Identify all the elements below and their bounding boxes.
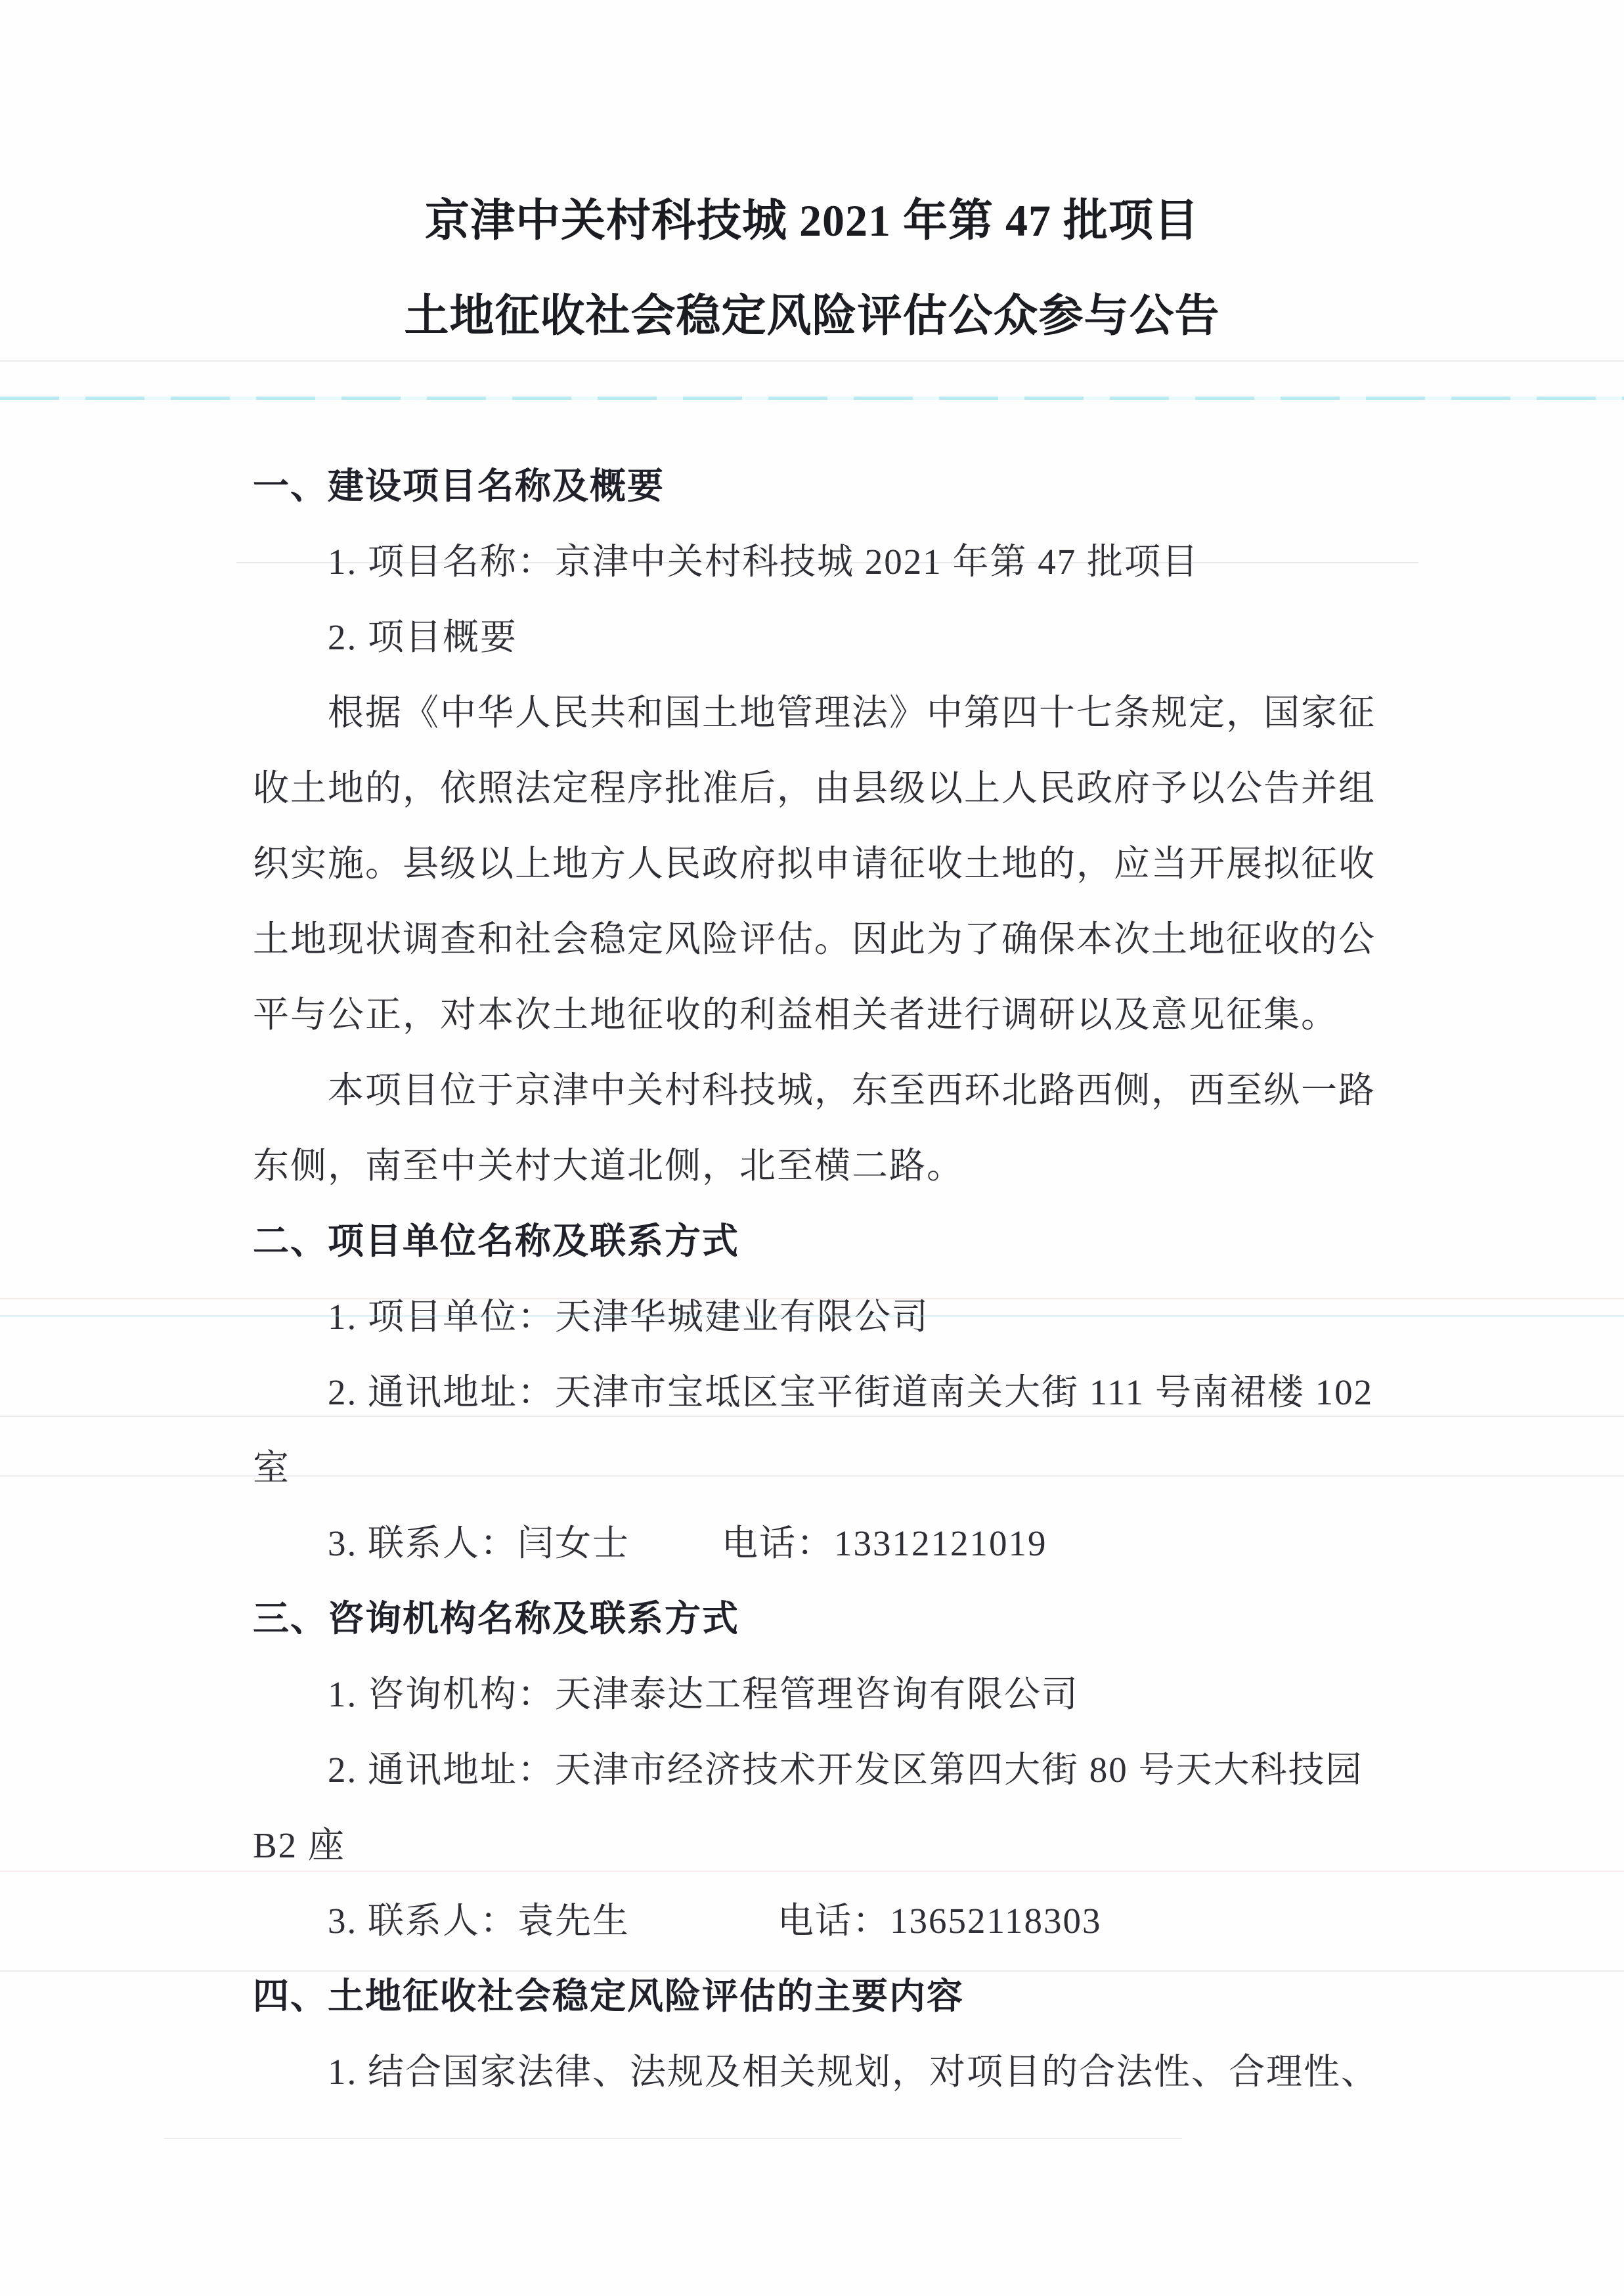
paragraph-location-line: 本项目位于京津中关村科技城，东至西环北路西侧，西至纵一路	[328, 1070, 1376, 1110]
document-title	[0, 173, 1624, 364]
paragraph-legal-basis-line: 根据《中华人民共和国土地管理法》中第四十七条规定，国家征	[328, 693, 1376, 733]
item-project-summary: 2. 项目概要	[328, 617, 518, 657]
consultant-contact-name: 3. 联系人：袁先生	[328, 1901, 630, 1941]
scan-artifact-line	[164, 2138, 1182, 2139]
item-consultant-address-cont: B2 座	[253, 1825, 345, 1865]
scan-artifact-line	[0, 397, 1624, 400]
consultant-contact-phone: 电话：13652118303	[778, 1901, 1102, 1941]
item-owner-company: 1. 项目单位：天津华城建业有限公司	[328, 1297, 930, 1337]
document-body	[253, 448, 1399, 2110]
item-project-name: 1. 项目名称：京津中关村科技城 2021 年第 47 批项目	[328, 542, 1200, 582]
item-consultant-address: 2. 通讯地址：天津市经济技术开发区第四大街 80 号天大科技园	[328, 1750, 1363, 1790]
paragraph-legal-basis-line: 织实施。县级以上地方人民政府拟申请征收土地的，应当开展拟征收	[253, 844, 1376, 884]
paragraph-location-line: 东侧，南至中关村大道北侧，北至横二路。	[253, 1146, 965, 1186]
heading-section-4: 四、土地征收社会稳定风险评估的主要内容	[253, 1976, 965, 2016]
item-owner-contact	[253, 1505, 1399, 1581]
heading-section-2: 二、项目单位名称及联系方式	[253, 1221, 740, 1261]
owner-contact-phone: 电话：13312121019	[722, 1523, 1047, 1563]
document-title-line-1: 京津中关村科技城 2021 年第 47 批项目	[424, 196, 1199, 246]
paragraph-legal-basis-line: 收土地的，依照法定程序批准后，由县级以上人民政府予以公告并组	[253, 768, 1376, 808]
paragraph-legal-basis-line: 平与公正，对本次土地征收的利益相关者进行调研以及意见征集。	[253, 995, 1339, 1035]
item-owner-address-cont: 室	[253, 1448, 291, 1488]
item-consultant-contact	[253, 1883, 1399, 1959]
item-owner-address: 2. 通讯地址：天津市宝坻区宝平街道南关大街 111 号南裙楼 102	[328, 1372, 1374, 1412]
heading-section-3: 三、咨询机构名称及联系方式	[253, 1599, 740, 1639]
item-assessment-content: 1. 结合国家法律、法规及相关规划，对项目的合法性、合理性、	[328, 2052, 1379, 2092]
owner-contact-name: 3. 联系人：闫女士	[328, 1523, 630, 1563]
heading-section-1: 一、建设项目名称及概要	[253, 466, 665, 506]
document-title-line-2: 土地征收社会稳定风险评估公众参与公告	[404, 291, 1220, 341]
item-consultant-company: 1. 咨询机构：天津泰达工程管理咨询有限公司	[328, 1674, 1080, 1714]
paragraph-legal-basis-line: 土地现状调查和社会稳定风险评估。因此为了确保本次土地征收的公	[253, 919, 1376, 959]
